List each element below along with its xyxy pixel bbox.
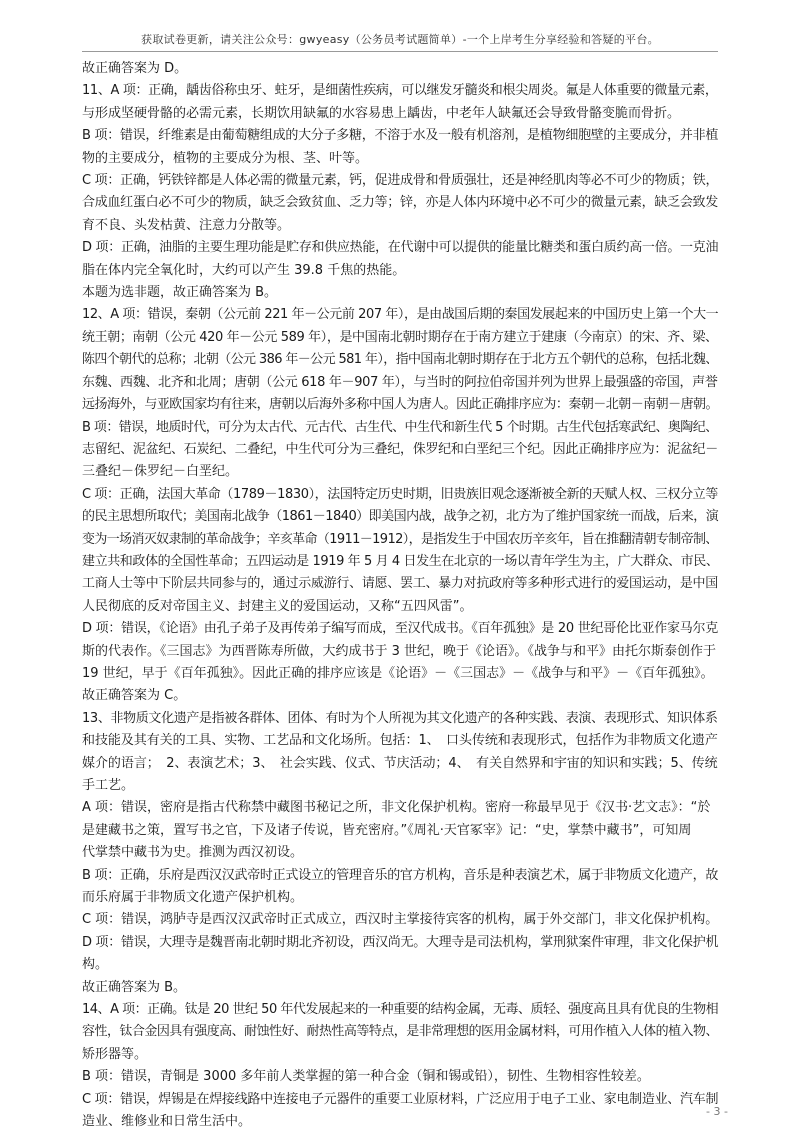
text-line: 12、A 项：错误，秦朝（公元前 221 年－公元前 207 年），是由战国后期的秦国发展起来的中国历史上第一个大一 [82,307,719,323]
text-line: 构。 [82,957,109,973]
text-line: A 项：错误，密府是指古代称禁中藏图书秘记之所，非文化保护机构。密府一称最早见于《汉书·艺文志》：“於 [82,800,711,816]
text-line: 故正确答案为 D。 [82,61,188,76]
text-line: 13、非物质文化遗产是指被各群体、团体、有时为个人所视为其文化遗产的各种实践、表演、表现形式、知识体系 [82,710,718,726]
text-line: 工商人士等中下阶层共同参与的，通过示威游行、请愿、罢工、暴力对抗政府等多种形式进行的爱国运动，是中国 [82,576,719,592]
text-line: 与形成坚硬骨骼的必需元素，长期饮用缺氟的水容易患上龋齿，中老年人缺氟还会导致骨骼变脆而骨折。 [82,105,681,121]
text-line: 三叠纪－侏罗纪－白垩纪。 [82,464,239,480]
text-line: C 项：错误，鸿胪寺是西汉汉武帝时正式成立，西汉时主掌接待宾客的机构，属于外交部门，非文化保护机构。 [82,912,719,928]
text-line: 人民彻底的反对帝国主义、封建主义的爱国运动，又称“五四风雷”。 [82,598,473,614]
text-line: C 项：正确，法国大革命（1789－1830），法国特定历史时期，旧贵族旧观念逐渐被全新的天赋人权、三权分立等 [82,486,718,502]
text-line: 合成血红蛋白必不可少的物质，缺乏会致贫血、乏力等；锌，亦是人体内环境中必不可少的微量元素，缺乏会致发 [82,195,719,211]
text-line: 脂在体内完全氧化时，大约可以产生 39.8 千焦的热能。 [82,262,406,278]
document-body [82,58,718,1134]
text-line: B 项：错误，地质时代，可分为太古代、元古代、古生代、中生代和新生代 5 个时期。古生代包括寒武纪、奥陶纪、 [82,419,718,435]
text-line: 19 世纪，早于《百年孤独》。因此正确的排序应该是《论语》－《三国志》－《战争与和平》－《百年孤独》。 [82,665,714,681]
text-line: 统王朝；南朝（公元 420 年－公元 589 年），是中国南北朝时期存在于南方建立于建康（今南京）的宋、齐、梁、 [82,329,718,345]
text-line: C 项：错误，焊锡是在焊接线路中连接电子元器件的重要工业原材料，广泛应用于电子工业、家电制造业、汽车制 [82,1091,719,1107]
page-number: - 3 - [706,1105,728,1118]
text-line: C 项：正确，钙铁锌都是人体必需的微量元素，钙，促进成骨和骨质强壮，还是神经肌肉等必不可少的物质；铁， [82,173,719,189]
text-line: D 项：错误，大理寺是魏晋南北朝时期北齐初设，西汉尚无。大理寺是司法机构，掌刑狱案件审理，非文化保护机 [82,934,719,950]
text-line: 代掌禁中藏书为史。推测为西汉初设。 [82,845,304,861]
text-line: 建立共和政体的全国性革命；五四运动是 1919 年 5 月 4 日发生在北京的一场以青年学生为主，广大群众、市民、 [82,553,719,569]
text-line: 本题为选非题，故正确答案为 B。 [82,285,278,301]
text-line: 故正确答案为 B。 [82,979,187,995]
text-line: B 项：错误，青铜是 3000 多年前人类掌握的第一种合金（铜和锡或铅），韧性、生物相容性较差。 [82,1069,650,1085]
text-line: 育不良、头发枯黄、注意力分散等。 [82,217,291,233]
text-line: B 项：错误，纤维素是由葡萄糖组成的大分子多糖，不溶于水及一般有机溶剂，是植物细胞壁的主要成分，并非植 [82,128,719,144]
text-line: 东魏、西魏、北齐和北周；唐朝（公元 618 年－907 年），与当时的阿拉伯帝国并列为世界上最强盛的帝国，声誉 [82,374,718,390]
text-line: 斯的代表作。《三国志》为西晋陈寿所做，大约成书于 3 世纪，晚于《论语》。《战争与和平》由托尔斯泰创作于 [82,643,717,659]
text-line: 的民主思想所取代；美国南北战争（1861－1840）即美国内战，战争之初，北方为了维护国家统一而战，后来，演 [82,509,719,525]
text-line: 容性，钛合金因具有强度高、耐蚀性好、耐热性高等特点，是非常理想的医用金属材料，可用作植入人体的植入物、 [82,1024,719,1040]
text-line: 志留纪、泥盆纪、石炭纪、二叠纪，中生代可分为三叠纪，侏罗纪和白垩纪三个纪。因此正确排序应为：泥盆纪－ [82,441,719,457]
text-line: D 项：错误，《论语》由孔子弟子及再传弟子编写而成，至汉代成书。《百年孤独》是 20 世纪哥伦比亚作家马尔克 [82,621,718,637]
text-line: 变为一场消灭奴隶制的革命战争；辛亥革命（1911－1912），是指发生于中国农历辛亥年，旨在推翻清朝专制帝制、 [82,531,718,547]
text-line: 远扬海外，与亚欧国家均有往来，唐朝以后海外多称中国人为唐人。因此正确排序应为：秦朝－北朝－南朝－唐朝。 [82,397,719,413]
text-line: 媒介的语言； 2、表演艺术；3、 社会实践、仪式、节庆活动；4、 有关自然界和宇宙的知识和实践；5、传统 [82,755,718,771]
text-line: 物的主要成分，植物的主要成分为根、茎、叶等。 [82,150,369,166]
text-line: 造业、维修业和日常生活中。 [82,1114,252,1130]
text-line: 和技能及其有关的工具、实物、工艺品和文化场所。包括：1、 口头传统和表现形式，包括作为非物质文化遗产 [82,733,718,749]
header-divider [82,51,718,52]
text-line: 是建藏书之策，置写书之官，下及诸子传说，皆充密府。”《周礼·天官冢宰》记：“史，掌禁中藏书”，可知周 [82,822,692,838]
text-line: 矫形器等。 [82,1046,148,1062]
text-line: 14、A 项：正确。钛是 20 世纪 50 年代发展起来的一种重要的结构金属，无毒、质轻、强度高且具有优良的生物相 [82,1002,719,1018]
text-line: 故正确答案为 C。 [82,688,187,704]
text-line: D 项：正确，油脂的主要生理功能是贮存和供应热能，在代谢中可以提供的能量比糖类和蛋白质约高一倍。一克油 [82,240,719,256]
text-line: 11、A 项：正确，龋齿俗称虫牙、蛀牙，是细菌性疾病，可以继发牙髓炎和根尖周炎。氟是人体重要的微量元素， [82,83,718,99]
page-header [0,0,800,52]
text-line: 陈四个朝代的总称；北朝（公元 386 年－公元 581 年），指中国南北朝时期存在于北方五个朝代的总称，包括北魏、 [82,352,718,368]
header-notice: 获取试卷更新，请关注公众号：gwyeasy（公务员考试题简单）-一个上岸考生分享经验和答疑的平台。 [141,33,659,46]
text-line: B 项：正确，乐府是西汉汉武帝时正式设立的管理音乐的官方机构，音乐是种表演艺术，属于非物质文化遗产，故 [82,867,719,883]
text-line: 而乐府属于非物质文化遗产保护机构。 [82,890,304,906]
text-line: 手工艺。 [82,778,135,793]
